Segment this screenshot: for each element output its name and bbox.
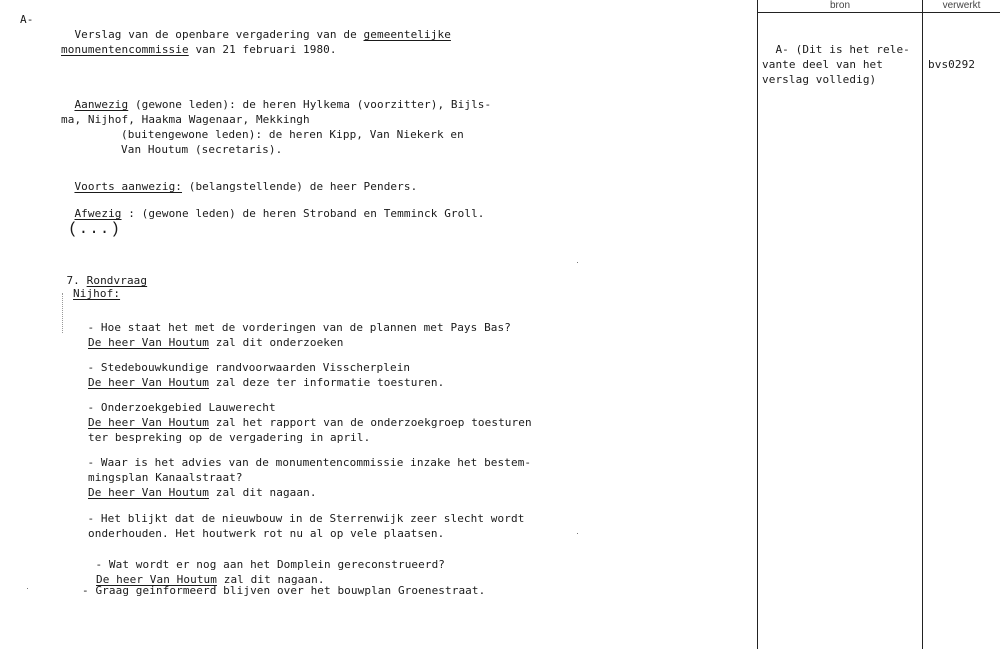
item4-line1: - Waar is het advies van de monumentencommissie inzake het bestem-: [87, 456, 532, 469]
margin-bracket-mark: [62, 293, 64, 333]
item1-line1: - Hoe staat het met de vorderingen van de plannen met Pays Bas?: [87, 321, 511, 334]
table-header-rule: [757, 12, 1000, 13]
item5-line1: - Het blijkt dat de nieuwbouw in de Sterrenwijk zeer slecht wordt: [87, 512, 525, 525]
column-header-verwerkt: verwerkt: [942, 0, 981, 11]
also-text: (belangstellende) de heer Penders.: [182, 180, 418, 193]
item1-action: zal dit onderzoeken: [209, 336, 344, 349]
absent-label: Afwezig: [74, 207, 122, 220]
item2-line1: - Stedebouwkundige randvoorwaarden Visscherplein: [87, 361, 411, 374]
table-left-border: [757, 0, 758, 649]
list-item: [74, 440, 531, 500]
present-line1: (gewone leden): de heren Hylkema (voorzitter), Bijls-: [128, 98, 492, 111]
heading-line1-text: Verslag van de openbare vergadering van de: [74, 28, 364, 41]
present-line3: (buitengewone leden): de heren Kipp, Van Niekerk en: [121, 128, 464, 141]
present-label: Aanwezig: [74, 98, 129, 111]
also-label: Voorts aanwezig:: [74, 180, 183, 193]
item2-action: zal deze ter informatie toesturen.: [209, 376, 445, 389]
omission-ellipsis: (...): [68, 220, 122, 238]
list-item: [82, 542, 445, 587]
list-item: [74, 496, 524, 541]
attendance-also: [61, 164, 417, 194]
attendance-absent: [61, 191, 485, 221]
item5-line2: onderhouden. Het houtwerk rot nu al op vele plaatsen.: [88, 527, 445, 540]
source-note-line3: verslag volledig): [762, 73, 877, 86]
section-heading: [53, 258, 147, 288]
speck: [577, 533, 578, 534]
list-item: [74, 385, 532, 445]
source-note: [762, 27, 910, 87]
item3-line1: - Onderzoekgebied Lauwerecht: [87, 401, 276, 414]
heading-line1-underlined: gemeentelijke: [363, 28, 451, 41]
speck: [27, 588, 28, 589]
item4-person: De heer Van Houtum: [88, 486, 210, 499]
item6-line1: - Wat wordt er nog aan het Domplein gereconstrueerd?: [95, 558, 446, 571]
list-item: [74, 345, 444, 390]
item3-person: De heer Van Houtum: [88, 416, 210, 429]
item6-person: De heer Van Houtum: [96, 573, 218, 586]
section-title: Rondvraag: [86, 274, 148, 287]
item4-line2: mingsplan Kanaalstraat?: [88, 471, 243, 484]
source-note-line1: A- (Dit is het rele-: [775, 43, 910, 56]
heading-line2-underlined: monumentencommissie: [61, 43, 189, 56]
item3-action: zal het rapport van de onderzoekgroep toesturen: [209, 416, 532, 429]
speaker-name: Nijhof:: [73, 287, 121, 300]
section-number: 7.: [66, 274, 87, 287]
absent-text: : (gewone leden) de heren Stroband en Temminck Groll.: [121, 207, 485, 220]
item4-action: zal dit nagaan.: [209, 486, 317, 499]
list-item: [74, 305, 511, 350]
column-header-bron: bron: [829, 0, 850, 11]
present-line2: ma, Nijhof, Haakma Wagenaar, Mekkingh: [61, 113, 310, 126]
item6-action: zal dit nagaan.: [217, 573, 325, 586]
table-column-divider: [922, 0, 923, 649]
item2-person: De heer Van Houtum: [88, 376, 210, 389]
heading-line2-text: van 21 februari 1980.: [188, 43, 337, 56]
item1-person: De heer Van Houtum: [88, 336, 210, 349]
speck: [577, 262, 578, 263]
attendance-present: [61, 82, 491, 157]
document-heading: [61, 12, 451, 57]
present-line4: Van Houtum (secretaris).: [121, 143, 283, 156]
margin-code: A-: [20, 13, 34, 26]
item3-line3: ter bespreking op de vergadering in april.: [88, 431, 371, 444]
list-item: - Graag geinformeerd blijven over het bouwplan Groenestraat.: [82, 584, 486, 597]
source-code: bvs0292: [928, 58, 976, 71]
source-note-line2: vante deel van het: [762, 58, 884, 71]
